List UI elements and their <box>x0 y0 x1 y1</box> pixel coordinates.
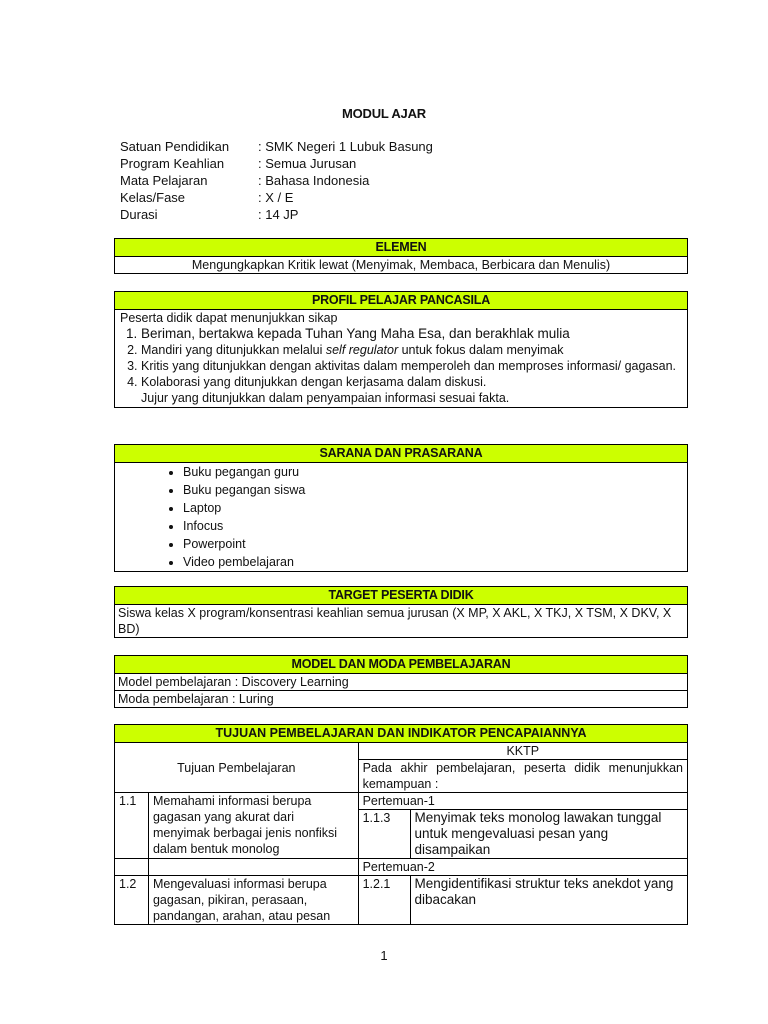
tp-number-empty <box>115 859 149 876</box>
page-number: 1 <box>380 948 388 963</box>
col-tp-header: Tujuan Pembelajaran <box>115 743 359 793</box>
info-label: Mata Pelajaran <box>120 173 208 188</box>
profil-item-text: Mandiri yang ditunjukkan melalui <box>141 343 323 357</box>
sarana-list <box>115 463 687 571</box>
info-label: Durasi <box>120 207 158 222</box>
profil-section <box>114 291 688 408</box>
info-label: Program Keahlian <box>120 156 225 171</box>
sarana-item: • Video pembelajaran <box>183 553 687 571</box>
table-row <box>115 793 688 810</box>
profil-intro: Peserta didik dapat menunjukkan sikap <box>120 311 338 325</box>
elemen-section <box>114 238 688 274</box>
tp-text-empty <box>148 859 358 876</box>
profil-header: PROFIL PELAJAR PANCASILA <box>115 292 687 310</box>
profil-list <box>115 326 687 390</box>
info-block <box>120 138 433 223</box>
target-section <box>114 586 688 638</box>
target-text: Siswa kelas X program/konsentrasi keahlian semua jurusan (X MP, X AKL, X TKJ, X TSM, X DKV, X BD) <box>118 606 672 636</box>
elemen-text: Mengungkapkan Kritik lewat (Menyimak, Membaca, Berbicara dan Menulis) <box>191 258 611 272</box>
document-title: MODUL AJAR <box>342 106 426 121</box>
col-kktp-header: KKTP <box>358 743 687 760</box>
info-value: : 14 JP <box>258 207 299 222</box>
info-value: : Semua Jurusan <box>258 156 357 171</box>
table-row <box>115 876 688 925</box>
profil-item <box>141 342 681 358</box>
profil-item: 4. Kolaborasi yang ditunjukkan dengan kerjasama dalam diskusi. <box>141 374 681 390</box>
moda-text: Moda pembelajaran : Luring <box>115 690 687 707</box>
model-header: MODEL DAN MODA PEMBELAJARAN <box>115 656 687 674</box>
pertemuan-label: Pertemuan-1 <box>358 793 687 810</box>
tujuan-header: TUJUAN PEMBELAJARAN DAN INDIKATOR PENCAPAIANNYA <box>115 725 688 743</box>
tp-number: 1.2 <box>115 876 149 925</box>
profil-item: 3. Kritis yang ditunjukkan dengan aktivitas dalam memperoleh dan memproses informasi/ gagasan. <box>141 358 681 374</box>
profil-item-rest: untuk fokus dalam menyimak <box>401 343 564 357</box>
tp-text: Memahami informasi berupa gagasan yang akurat dari menyimak berbagai jenis nonfiksi dalam bentuk monolog <box>148 793 358 859</box>
info-label: Kelas/Fase <box>120 190 186 205</box>
info-row <box>120 138 433 155</box>
info-value: : Bahasa Indonesia <box>258 173 370 188</box>
elemen-header: ELEMEN <box>115 239 687 257</box>
sarana-item: • Buku pegangan guru <box>183 463 687 481</box>
kktp-desc: Pada akhir pembelajaran, peserta didik menunjukkan kemampuan : <box>358 760 687 793</box>
info-value: : SMK Negeri 1 Lubuk Basung <box>258 139 433 154</box>
info-row <box>120 172 433 189</box>
info-value: : X / E <box>258 190 294 205</box>
sarana-header: SARANA DAN PRASARANA <box>115 445 687 463</box>
sarana-item: • Infocus <box>183 517 687 535</box>
kktp-number: 1.2.1 <box>358 876 410 925</box>
info-label: Satuan Pendidikan <box>120 139 230 154</box>
profil-extra: Jujur yang ditunjukkan dalam penyampaian informasi sesuai fakta. <box>141 391 510 405</box>
sarana-item: • Powerpoint <box>183 535 687 553</box>
kktp-text: Menyimak teks monolog lawakan tunggal untuk mengevaluasi pesan yang disampaikan <box>410 810 687 859</box>
model-section <box>114 655 688 708</box>
model-text: Model pembelajaran : Discovery Learning <box>118 675 349 689</box>
sarana-item: • Laptop <box>183 499 687 517</box>
kktp-text: Mengidentifikasi struktur teks anekdot yang dibacakan <box>410 876 687 925</box>
profil-item: 1. Beriman, bertakwa kepada Tuhan Yang Maha Esa, dan berakhlak mulia <box>141 326 681 342</box>
profil-item-italic: self regulator <box>325 343 399 357</box>
tp-number: 1.1 <box>115 793 149 859</box>
table-row <box>115 859 688 876</box>
tp-text: Mengevaluasi informasi berupa gagasan, pikiran, perasaan, pandangan, arahan, atau pesan <box>148 876 358 925</box>
info-row <box>120 155 433 172</box>
tujuan-table <box>114 724 688 925</box>
sarana-item: • Buku pegangan siswa <box>183 481 687 499</box>
sarana-section <box>114 444 688 572</box>
kktp-number: 1.1.3 <box>358 810 410 859</box>
info-row <box>120 206 433 223</box>
target-header: TARGET PESERTA DIDIK <box>115 587 687 605</box>
pertemuan-label: Pertemuan-2 <box>358 859 687 876</box>
info-row <box>120 189 433 206</box>
